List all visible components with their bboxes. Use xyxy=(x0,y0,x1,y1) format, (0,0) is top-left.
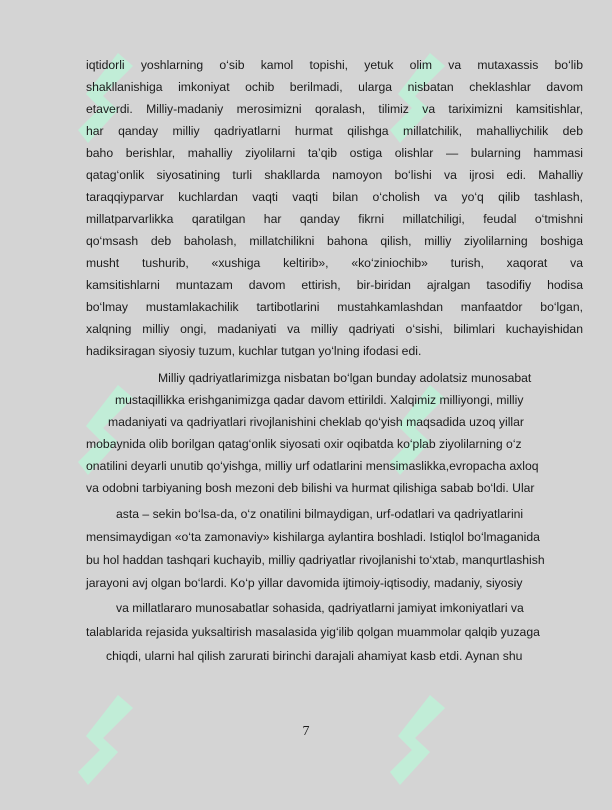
text-line: millatparvarlikka qaratilgan har qanday fikrni millatchiligi, feudal o‘tmishni xyxy=(86,212,583,226)
text-line: musht tushurib, «xushiga keltirib», «ko‘ziniochib» turish, xaqorat va xyxy=(86,256,583,270)
text-line: mensimaydigan «o‘ta zamonaviy» kishilarga aylantira boshladi. Istiqlol bo‘lmaganida xyxy=(86,530,540,544)
text-line: va millatlararo munosabatlar sohasida, qadriyatlarni jamiyat imkoniyatlari va xyxy=(116,601,524,615)
text-line: hadiksiragan siyosiy tuzum, kuchlar tutgan yo‘lning ifodasi edi. xyxy=(86,344,422,358)
text-line: kamsitishlarni muntazam davom ettirish, bir-biridan ajralgan tasodifiy hodisa xyxy=(86,278,583,292)
text-line: xalqning milliy ongi, madaniyati va milliy qadriyati o‘sishi, bilimlari kuchayishidan xyxy=(86,322,583,336)
text-line: asta – sekin bo‘lsa-da, o‘z onatilini bilmaydigan, urf-odatlari va qadriyatlarini xyxy=(116,507,524,521)
text-line: talablarida rejasida yuksaltirish masalasida yig‘ilib qolgan muammolar qalqib yuzaga xyxy=(86,625,540,639)
text-line: mobaynida olib borilgan qatag‘onlik siyosati oxir oqibatda ko‘plab ziyolilarning o‘z xyxy=(86,437,522,451)
text-line: taraqqiyparvar kuchlardan vaqti vaqti bilan o‘cholish va yo‘q qilib tashlash, xyxy=(86,190,583,204)
page-number: 7 xyxy=(302,724,310,739)
paragraph-first-line: Milliy qadriyatlarimizga nisbatan bo‘lgan bunday adolatsiz munosabat xyxy=(158,371,532,385)
text-line: iqtidorli yoshlarning o‘sib kamol topishi, yetuk olim va mutaxassis bo‘lib xyxy=(86,58,583,72)
text-line: onatilini deyarli unutib qo‘yishga, milliy urf odatlarini mensimaslikka,evropacha axloq xyxy=(86,459,539,473)
text-line: etaverdi. Milliy-madaniy merosimizni qoralash, tilimiz va tariximizni kamsitishlar, xyxy=(86,102,583,116)
text-line: jarayoni avj olgan bo‘lardi. Ko‘p yillar davomida ijtimoiy-iqtisodiy, madaniy, siyosiy xyxy=(86,576,523,590)
text-line: chiqdi, ularni hal qilish zarurati birinchi darajali ahamiyat kasb etdi. Aynan shu xyxy=(106,649,523,663)
text-line: va odobni tarbiyaning bosh mezoni deb bilishi va hurmat qilishiga sabab bo‘ldi. Ular xyxy=(86,481,535,495)
text-line: shakllanishiga imkoniyat ochib berilmadi, ularga nisbatan cheklashlar davom xyxy=(86,80,583,94)
text-line: bo‘lmay mustamlakachilik tartibotlarini mustahkamlashdan manfaatdor bo‘lgan, xyxy=(86,300,583,314)
text-line: qatag‘onlik siyosatining turli shakllarda namoyon bo‘lishi va ijrosi edi. Mahalliy xyxy=(86,168,583,182)
text-line: har qanday milliy qadriyatlarni hurmat qilishga millatchilik, mahalliychilik deb xyxy=(86,124,583,138)
text-line: madaniyati va qadriyatlari rivojlanishini cheklab qo‘yish maqsadida uzoq yillar xyxy=(108,415,524,429)
text-line: baho berishlar, mahalliy ziyolilarni ta’qib ostiga olishlar — bularning hammasi xyxy=(86,146,583,160)
text-line: qo‘msash deb baholash, millatchilikni bahona qilish, milliy ziyolilarning boshiga xyxy=(86,234,583,248)
text-line: mustaqillikka erishganimizga qadar davom ettirildi. Xalqimiz milliyongi, milliy xyxy=(115,393,524,407)
text-line: bu hol haddan tashqari kuchayib, milliy qadriyatlar rivojlanishi to‘xtab, manqurtlashish xyxy=(86,553,545,567)
